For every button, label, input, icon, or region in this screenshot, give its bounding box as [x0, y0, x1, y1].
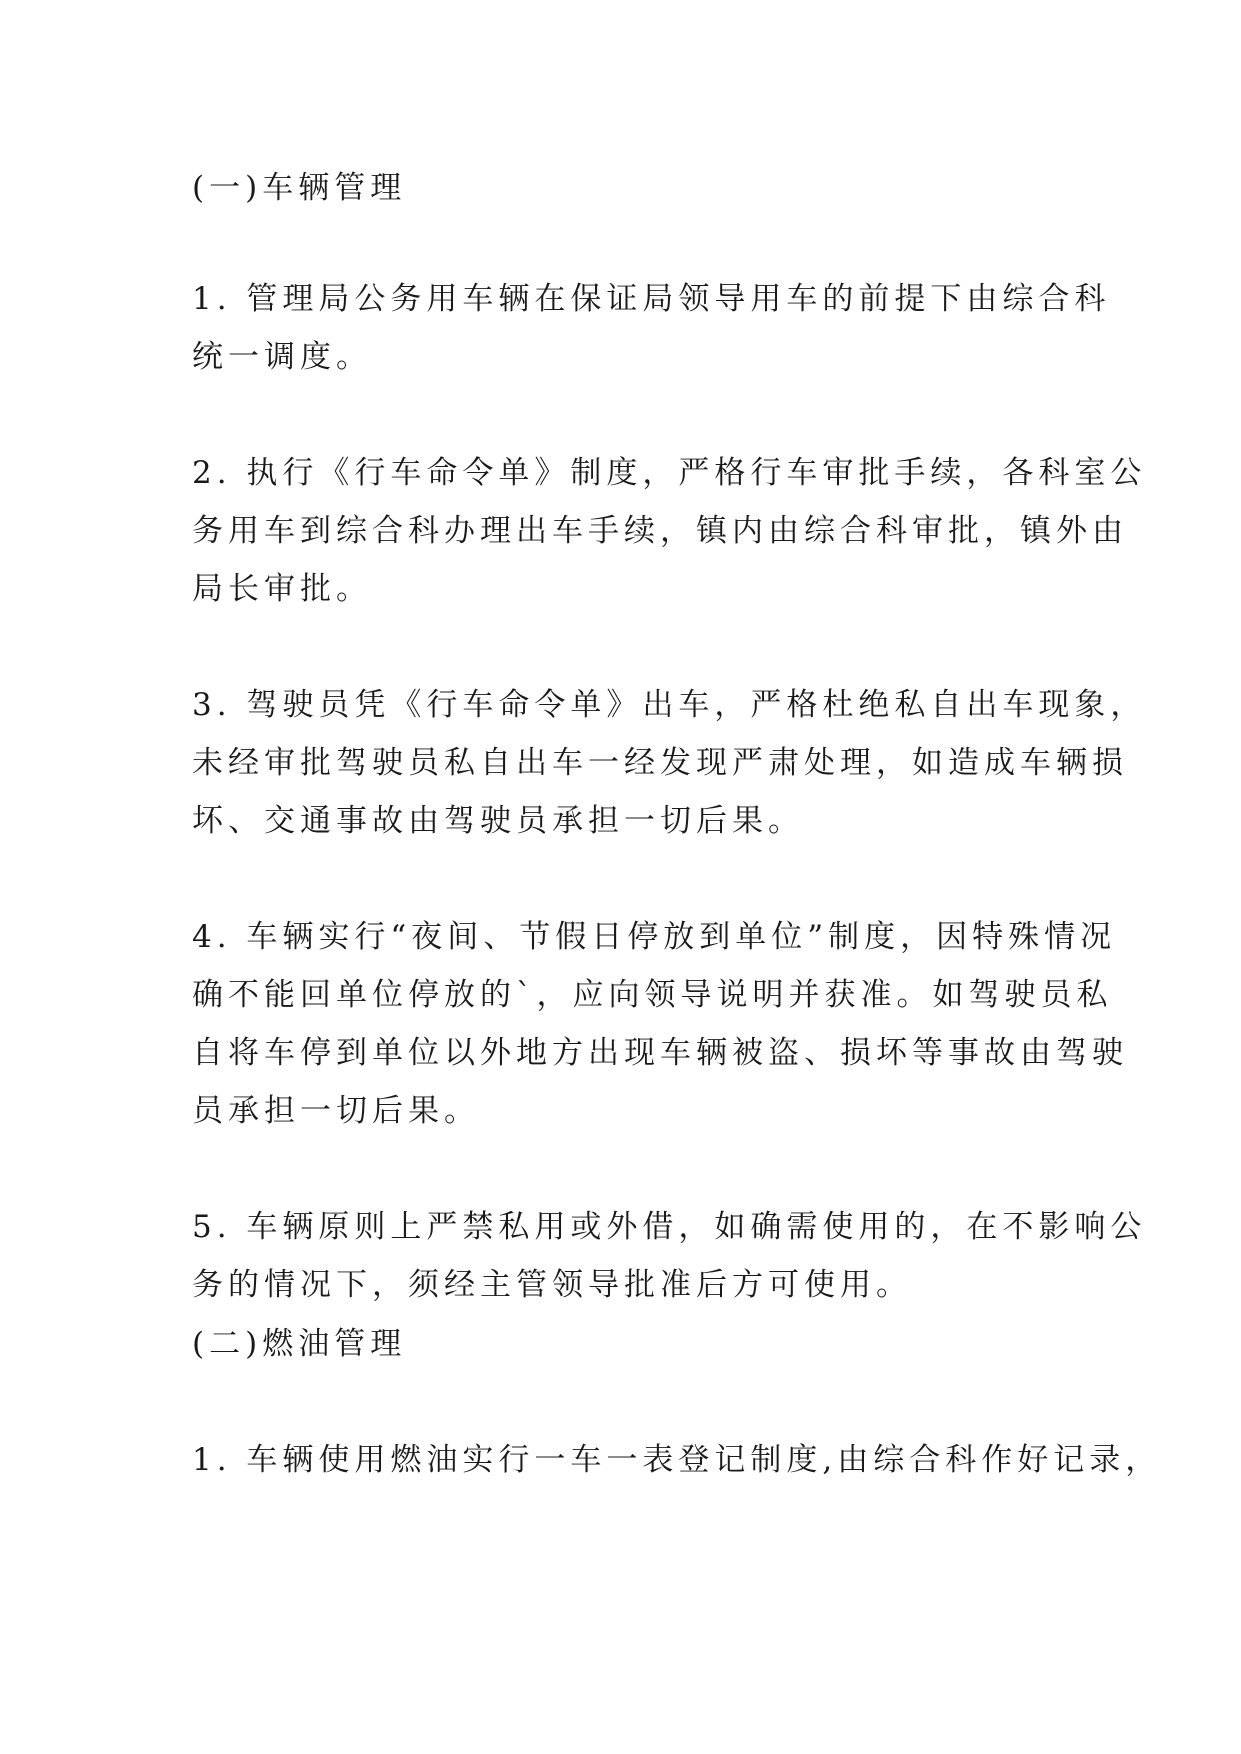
paragraph-line: 1. 管理局公务用车辆在保证局领导用车的前提下由综合科 [192, 281, 1111, 317]
heading-text: (二)燃油管理 [192, 1326, 407, 1362]
paragraph-line: 确不能回单位停放的`，应向领导说明并获准。如驾驶员私 [192, 977, 1113, 1013]
paragraph-item-2 [192, 444, 1147, 618]
paragraph-line: 2. 执行《行车命令单》制度，严格行车审批手续，各科室公 [192, 455, 1147, 491]
paragraph-line: 坏、交通事故由驾驶员承担一切后果。 [192, 803, 804, 839]
paragraph-line: 统一调度。 [192, 339, 372, 375]
paragraph-fuel-item-1 [192, 1431, 1162, 1489]
section-heading-vehicle-management [192, 159, 1072, 217]
paragraph-line: 员承担一切后果。 [192, 1093, 480, 1129]
paragraph-line: 5. 车辆原则上严禁私用或外借，如确需使用的，在不影响公 [192, 1209, 1147, 1245]
paragraph-line: 3. 驾驶员凭《行车命令单》出车，严格杜绝私自出车现象， [192, 687, 1147, 723]
paragraph-line: 务的情况下，须经主管领导批准后方可使用。 [192, 1267, 912, 1303]
paragraph-line: 局长审批。 [192, 571, 372, 607]
paragraph-item-5 [192, 1198, 1147, 1314]
section-heading-fuel-management [192, 1315, 1072, 1373]
paragraph-item-3 [192, 676, 1147, 850]
heading-text: (一)车辆管理 [192, 170, 407, 206]
paragraph-line: 未经审批驾驶员私自出车一经发现严肃处理，如造成车辆损 [192, 745, 1128, 781]
paragraph-line: 自将车停到单位以外地方出现车辆被盗、损坏等事故由驾驶 [192, 1035, 1128, 1071]
paragraph-line: 务用车到综合科办理出车手续，镇内由综合科审批，镇外由 [192, 513, 1128, 549]
paragraph-item-4 [192, 908, 1128, 1140]
paragraph-line: 1. 车辆使用燃油实行一车一表登记制度,由综合科作好记录， [192, 1442, 1162, 1478]
paragraph-item-1 [192, 270, 1111, 386]
paragraph-line: 4. 车辆实行“夜间、节假日停放到单位”制度，因特殊情况 [192, 919, 1117, 955]
